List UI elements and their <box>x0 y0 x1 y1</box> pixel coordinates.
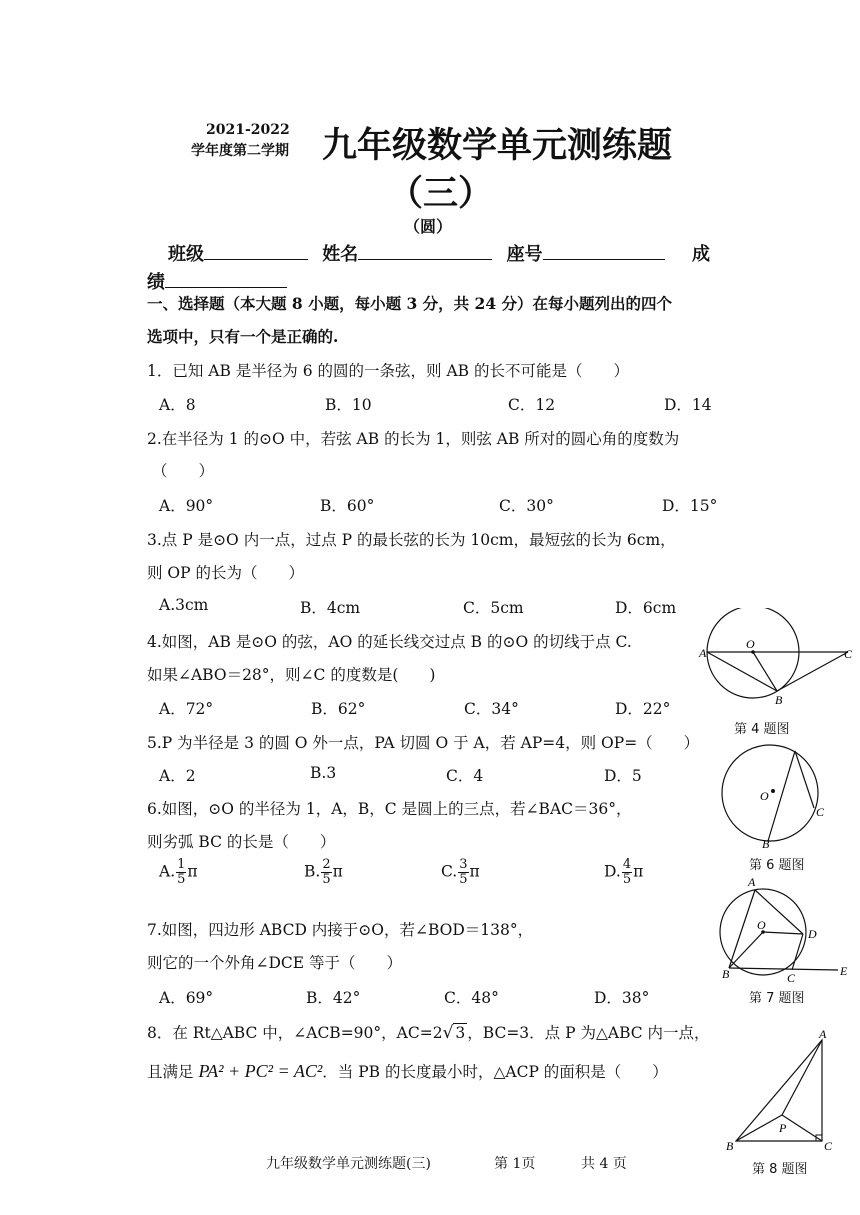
fig6-label-c: C <box>816 805 825 819</box>
class-label: 班级 <box>168 244 204 265</box>
class-field[interactable] <box>204 241 308 260</box>
q2-stem-cont: （ ） <box>152 462 215 480</box>
school-year: 2021-2022 <box>206 122 290 138</box>
q7-stem-cont: 则它的一个外角∠DCE 等于（ ） <box>147 954 403 972</box>
q6-stem: 6.如图，⊙O 的半径为 1，A，B，C 是圆上的三点，若∠BAC＝36°， <box>147 800 632 818</box>
q8-stem-cont: 且满足 PA² + PC² = AC²．当 PB 的长度最小时，△ACP 的面积是（ ） <box>147 1061 668 1081</box>
fig8-label-b: B <box>726 1139 734 1153</box>
score-field[interactable] <box>165 269 287 288</box>
fig7-label-o: O <box>757 918 766 932</box>
q3-option-c: C．5cm <box>463 599 524 617</box>
figure-8 <box>718 1028 842 1154</box>
q7-stem: 7.如图，四边形 ABCD 内接于⊙O，若∠BOD＝138°， <box>147 921 534 939</box>
section-heading-cont: 选项中，只有一个是正确的. <box>147 327 339 346</box>
q2-option-b: B．60° <box>320 497 375 515</box>
fig4-label-o: O <box>746 637 755 651</box>
fig8-label-a: A <box>819 1028 827 1041</box>
q6-option-a: A. $\frac{1}{5}$ π <box>159 857 198 887</box>
name-field[interactable] <box>358 241 492 260</box>
q8-stem: 8．在 Rt△ABC 中，∠ACB=90°，AC=2√ 3 ，BC=3．点 P 为△ABC 内一点， <box>147 1023 710 1043</box>
figure-6-caption: 第 6 题图 <box>749 858 805 873</box>
q2-option-a: A．90° <box>159 497 214 515</box>
figure-7-caption: 第 7 题图 <box>749 991 805 1006</box>
figure-7 <box>716 874 854 986</box>
q7-option-c: C．48° <box>444 989 499 1007</box>
q2-stem: 2.在半径为 1 的⊙O 中，若弦 AB 的长为 1，则弦 AB 所对的圆心角的度数为 <box>147 430 680 448</box>
footer-page: 第 1页 <box>494 1156 536 1172</box>
fig8-label-c: C <box>824 1139 833 1153</box>
fig8-label-p: P <box>779 1121 787 1135</box>
q1-option-d: D．14 <box>664 396 712 414</box>
q3-option-a: A.3cm <box>159 596 209 614</box>
q2-option-c: C．30° <box>499 497 554 515</box>
fig4-label-a: A <box>699 646 707 660</box>
seat-label: 座号 <box>506 244 543 265</box>
name-label: 姓名 <box>322 244 359 265</box>
section-heading: 一、选择题（本大题 8 小题，每小题 3 分，共 24 分）在每小题列出的四个 <box>147 294 673 313</box>
q6-option-d: D. $\frac{4}{5}$ π <box>604 857 644 887</box>
fig4-label-c: C <box>844 647 853 661</box>
q3-stem: 3.点 P 是⊙O 内一点，过点 P 的最长弦的长为 10cm，最短弦的长为 6cm， <box>147 531 676 549</box>
fig7-label-d: D <box>808 927 817 941</box>
semester: 学年度第二学期 <box>191 143 289 159</box>
paper-number: （三） <box>388 173 494 214</box>
paper-topic: （圆） <box>404 217 453 236</box>
q4-stem: 4.如图，AB 是⊙O 的弦，AO 的延长线交过点 B 的⊙O 的切线于点 C. <box>147 633 632 651</box>
fig7-label-b: B <box>722 967 730 981</box>
q4-option-a: A．72° <box>159 700 214 718</box>
q1-option-c: C．12 <box>508 396 556 414</box>
sqrt-symbol: √ <box>442 1023 454 1043</box>
figure-4-caption: 第 4 题图 <box>734 722 790 737</box>
figure-8-caption: 第 8 题图 <box>752 1162 808 1177</box>
q5-option-b: B.3 <box>310 764 337 782</box>
q6-stem-cont: 则劣弧 BC 的长是（ ） <box>147 833 336 851</box>
fig4-label-b: B <box>775 693 783 707</box>
q8-formula: PA² + PC² = AC² <box>198 1061 323 1081</box>
score-label-a: 成 <box>692 244 710 265</box>
q3-option-b: B．4cm <box>300 599 361 617</box>
q4-option-c: C．34° <box>464 700 519 718</box>
q2-option-d: D．15° <box>662 497 718 515</box>
q3-stem-cont: 则 OP 的长为（ ） <box>147 564 304 582</box>
fig7-label-a: A <box>748 875 756 889</box>
q4-option-b: B．62° <box>311 700 366 718</box>
fig7-label-e: E <box>840 964 848 978</box>
q4-stem-cont: 如果∠ABO＝28°，则∠C 的度数是( ) <box>147 666 436 684</box>
fig6-label-b: B <box>762 837 770 850</box>
q5-option-c: C．4 <box>446 767 484 785</box>
q6-option-c: C. $\frac{3}{5}$ π <box>441 857 480 887</box>
q4-option-d: D．22° <box>615 700 671 718</box>
q1-option-b: B．10 <box>325 396 372 414</box>
q1-option-a: A．8 <box>159 396 196 414</box>
q5-option-a: A．2 <box>159 767 196 785</box>
q3-option-d: D．6cm <box>615 599 677 617</box>
fig6-label-o: O <box>760 789 769 803</box>
footer-total: 共 4 页 <box>581 1156 627 1172</box>
q5-stem: 5.P 为半径是 3 的圆 O 外一点，PA 切圆 O 于 A，若 AP=4，则 OP=（ ） <box>147 734 700 752</box>
student-info-row <box>168 240 665 266</box>
page-title: 九年级数学单元测练题 <box>322 125 673 166</box>
footer-title: 九年级数学单元测练题(三) <box>266 1156 431 1172</box>
score-label-b: 绩 <box>147 272 165 293</box>
q7-option-d: D．38° <box>594 989 650 1007</box>
score-row <box>147 268 287 294</box>
q5-option-d: D．5 <box>604 767 642 785</box>
q7-option-a: A．69° <box>159 989 214 1007</box>
seat-field[interactable] <box>543 241 665 260</box>
q7-option-b: B．42° <box>306 989 361 1007</box>
figure-6 <box>716 738 834 850</box>
fig7-label-c: C <box>787 971 796 985</box>
q1-stem: 1．已知 AB 是半径为 6 的圆的一条弦，则 AB 的长不可能是（ ） <box>147 362 629 380</box>
figure-4 <box>696 608 860 708</box>
q6-option-b: B. $\frac{2}{5}$ π <box>304 857 343 887</box>
